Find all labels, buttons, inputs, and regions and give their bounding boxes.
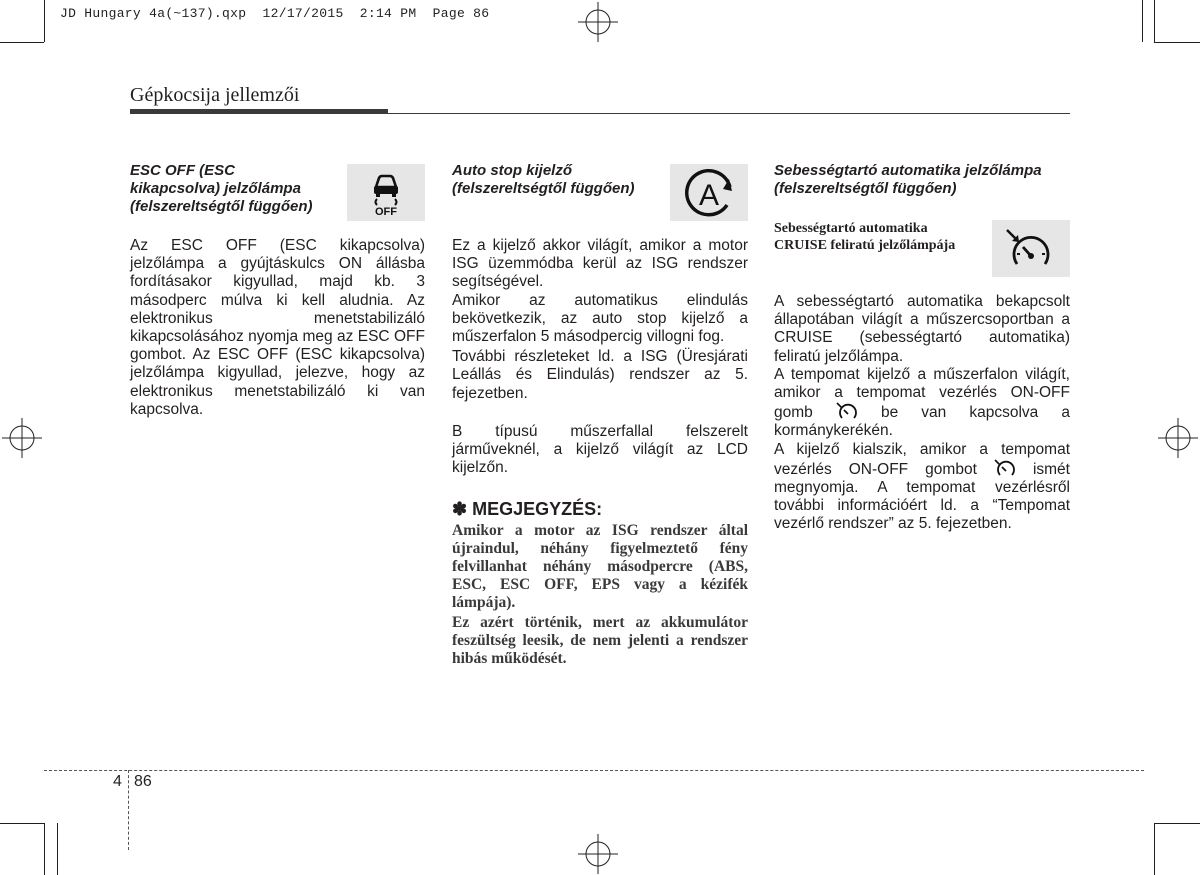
heading-line: (felszereltségtől függően) bbox=[774, 180, 957, 197]
esc-off-icon-graphic bbox=[366, 169, 406, 217]
cruise-button-icon bbox=[836, 402, 858, 420]
cruise-sub-heading bbox=[774, 220, 994, 254]
auto-stop-body bbox=[452, 237, 748, 477]
paragraph-text: ismét megnyomja. A tempomat vezérlésről további információért ld. a “Tempomat vezérlő rendszer” az 5. fejezetben. bbox=[774, 460, 1070, 533]
paragraph: Az ESC OFF (ESC kikapcsolva) jelzőlámpa a gyújtáskulcs ON állásba fordításakor kigyullad, majd kb. 3 másodperc múlva ki kell aludnia. Az elektronikus menetstabilizáló kikapcsolásához nyomja meg az ESC OFF gombot. Az ESC OFF (ESC kikapcsolva) jelzőlámpa kigyullad, jelezve, hogy az elektronikus menetstabilizáló ki van kapcsolva. bbox=[130, 237, 425, 418]
slug-line: JD Hungary 4a(~137).qxp 12/17/2015 2:14 PM Page 86 bbox=[60, 6, 490, 21]
header-rule bbox=[130, 109, 388, 114]
svg-text:OFF: OFF bbox=[375, 205, 397, 217]
header-rule-thin bbox=[388, 113, 1070, 114]
cruise-icon bbox=[992, 220, 1070, 277]
cruise-button-icon bbox=[994, 459, 1016, 477]
heading-line: ESC OFF (ESC bbox=[130, 162, 236, 179]
heading-line: Auto stop kijelző bbox=[452, 162, 572, 179]
esc-off-icon bbox=[347, 164, 425, 221]
footer-dashed-rule bbox=[44, 770, 1144, 771]
crop-mark bbox=[44, 0, 45, 42]
crop-mark bbox=[0, 823, 44, 824]
crop-mark bbox=[1154, 42, 1200, 43]
cruise-icon-graphic bbox=[1005, 226, 1057, 272]
svg-text:A: A bbox=[698, 178, 720, 212]
auto-stop-icon-graphic bbox=[679, 167, 739, 219]
paragraph: Ez a kijelző akkor világít, amikor a motor ISG üzemmódba kerül az ISG rendszer segítségével. bbox=[452, 237, 748, 291]
paragraph: További részleteket ld. a ISG (Üresjárati Leállás és Elindulás) rendszer az 5. fejezetben. bbox=[452, 348, 748, 402]
paragraph: Amikor a motor az ISG rendszer által újraindul, néhány figyelmeztető fény felvillanhat néhány másodpercre (ABS, ESC, ESC OFF, EPS vagy a kézifék lámpája). bbox=[452, 522, 748, 611]
note-title: ✽ MEGJEGYZÉS: bbox=[452, 499, 603, 519]
paragraph bbox=[774, 366, 1070, 441]
crop-mark bbox=[44, 823, 45, 875]
chapter-number: 4 bbox=[113, 773, 122, 790]
registration-mark-left bbox=[2, 418, 42, 458]
paragraph: B típusú műszerfallal felszerelt járműveknél, a kijelző világít az LCD kijelzőn. bbox=[452, 422, 748, 477]
heading-line: (felszereltségtől függően) bbox=[130, 198, 313, 215]
paragraph: A sebességtartó automatika bekapcsolt állapotában világít a műszercsoportban a CRUISE (sebességtartó automatika) feliratú jelzőlámpa. bbox=[774, 293, 1070, 365]
heading-line: (felszereltségtől függően) bbox=[452, 180, 635, 197]
cruise-heading bbox=[774, 162, 1074, 198]
crop-mark bbox=[57, 823, 58, 875]
note-body bbox=[452, 522, 748, 668]
heading-line: kikapcsolva) jelzőlámpa bbox=[130, 180, 301, 197]
sub-heading-line: Sebességtartó automatika bbox=[774, 221, 928, 236]
heading-line: Sebességtartó automatika jelzőlámpa bbox=[774, 162, 1042, 179]
section-title: Gépkocsija jellemzői bbox=[130, 84, 300, 106]
esc-off-body bbox=[130, 237, 425, 419]
esc-off-heading bbox=[130, 162, 340, 216]
crop-mark bbox=[1154, 823, 1200, 824]
registration-mark-right bbox=[1158, 418, 1198, 458]
registration-mark-bottom bbox=[578, 834, 618, 874]
crop-mark bbox=[0, 42, 44, 43]
sub-heading-line: CRUISE feliratú jelzőlámpája bbox=[774, 238, 956, 253]
paragraph-text: be van kapcsolva a kormánykerékén. bbox=[774, 404, 1070, 440]
auto-stop-heading bbox=[452, 162, 667, 198]
crop-mark bbox=[1154, 0, 1155, 42]
cruise-body bbox=[774, 293, 1070, 534]
paragraph: Amikor az automatikus elindulás bekövetkezik, az auto stop kijelző a műszerfalon 5 másodpercig villogni fog. bbox=[452, 291, 748, 346]
paragraph: Ez azért történik, mert az akkumulátor feszültség leesik, de nem jelenti a rendszer hibás működését. bbox=[452, 614, 748, 667]
page-number: 86 bbox=[134, 773, 152, 790]
footer-dashed-vertical bbox=[128, 770, 129, 850]
crop-mark bbox=[1154, 823, 1155, 875]
paragraph-text: A tempomat kijelző a műszerfalon világít, amikor a tempomat vezérlés ON-OFF gomb bbox=[774, 365, 1070, 422]
paragraph-text: A kijelző kialszik, amikor a tempomat vezérlés ON-OFF gombot bbox=[774, 440, 1070, 478]
registration-mark-top bbox=[578, 2, 618, 42]
auto-stop-icon bbox=[670, 164, 748, 221]
paragraph bbox=[774, 441, 1070, 534]
crop-mark bbox=[1142, 0, 1143, 42]
